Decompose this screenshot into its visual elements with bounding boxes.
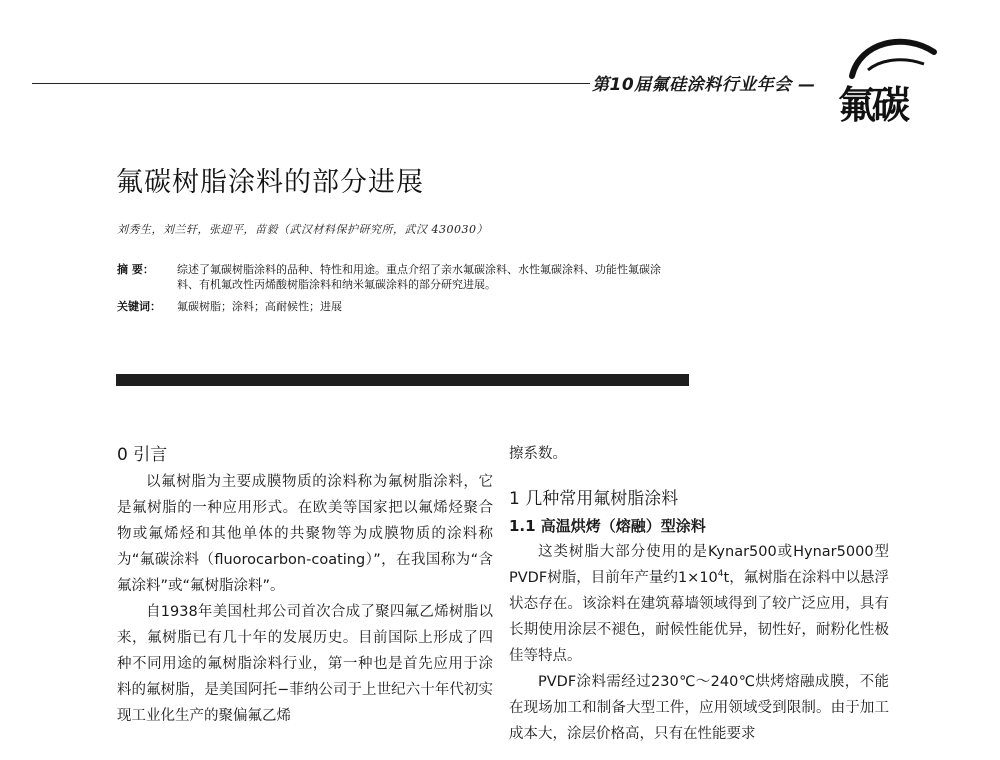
- paragraph-1-part-b: t，氟树脂在涂料中以悬浮状态存在。该涂料在建筑幕墙领域得到了较广泛应用，具有长期使用涂层不褪色，耐候性能优异，韧性好，耐粉化性极佳等特点。: [509, 570, 890, 664]
- continued-text: 擦系数。: [509, 446, 567, 462]
- conference-logo: [838, 30, 964, 130]
- right-column: [509, 441, 889, 747]
- subsection-heading-1-1: 1.1 高温烘烤（熔融）型涂料: [509, 517, 706, 535]
- abstract-label: 摘 要：: [117, 263, 154, 276]
- abstract-line-2: 料、有机氟改性丙烯酸树脂涂料和纳米氟碳涂料的部分研究进展。: [177, 278, 496, 291]
- intro-paragraph-1: 以氟树脂为主要成膜物质的涂料称为氟树脂涂料，它是氟树脂的一种应用形式。在欧美等国家把以氟烯烃聚合物或氟烯烃和其他单体的共聚物等为成膜物质的涂料称为“氟碳涂料（fluorocarbon-coating）”，在我国称为“含氟涂料”或“氟树脂涂料”。: [117, 474, 493, 594]
- exponent: 4: [717, 569, 724, 580]
- header-dash: —: [791, 75, 816, 95]
- section-divider-bar: [116, 374, 689, 386]
- paragraph-1-part-a: 这类树脂大部分使用的是Kynar500或Hynar5000型PVDF树脂，目前年产量约1×10: [509, 544, 889, 586]
- keywords-label: 关键词：: [117, 300, 161, 313]
- section-heading-introduction: 0 引言: [117, 445, 168, 465]
- conference-header: [592, 70, 816, 95]
- conference-name: 第10届氟硅涂料行业年会: [592, 75, 792, 95]
- intro-paragraph-2: 自1938年美国杜邦公司首次合成了聚四氟乙烯树脂以来，氟树脂已有几十年的发展历史。目前国际上形成了四种不同用途的氟树脂涂料行业，第一种也是首先应用于涂料的氟树脂，是美国阿托−菲纳公司于上世纪六十年代初实现工业化生产的聚偏氟乙烯: [117, 604, 493, 724]
- keywords-text: 氟碳树脂；涂料；高耐候性；进展: [177, 300, 342, 313]
- paper-authors: 刘秀生，刘兰轩，张迎平，苗毅（武汉材料保护研究所，武汉 430030）: [117, 223, 488, 236]
- section-1-1-paragraph-2: PVDF涂料需经过230℃～240℃烘烤熔融成膜，不能在现场加工和制备大型工件，应用领域受到限制。由于加工成本大，涂层价格高，只有在性能要求: [509, 674, 889, 742]
- logo-text: 氟碳: [838, 82, 907, 127]
- section-1-1-paragraph-1: [509, 539, 889, 669]
- paper-title: 氟碳树脂涂料的部分进展: [116, 167, 424, 198]
- left-column: [117, 441, 493, 729]
- abstract-line-1: 综述了氟碳树脂涂料的品种、特性和用途。重点介绍了亲水氟碳涂料、水性氟碳涂料、功能性氟碳涂: [177, 263, 661, 276]
- section-heading-1: 1 几种常用氟树脂涂料: [509, 489, 679, 509]
- header-rule: [32, 83, 590, 84]
